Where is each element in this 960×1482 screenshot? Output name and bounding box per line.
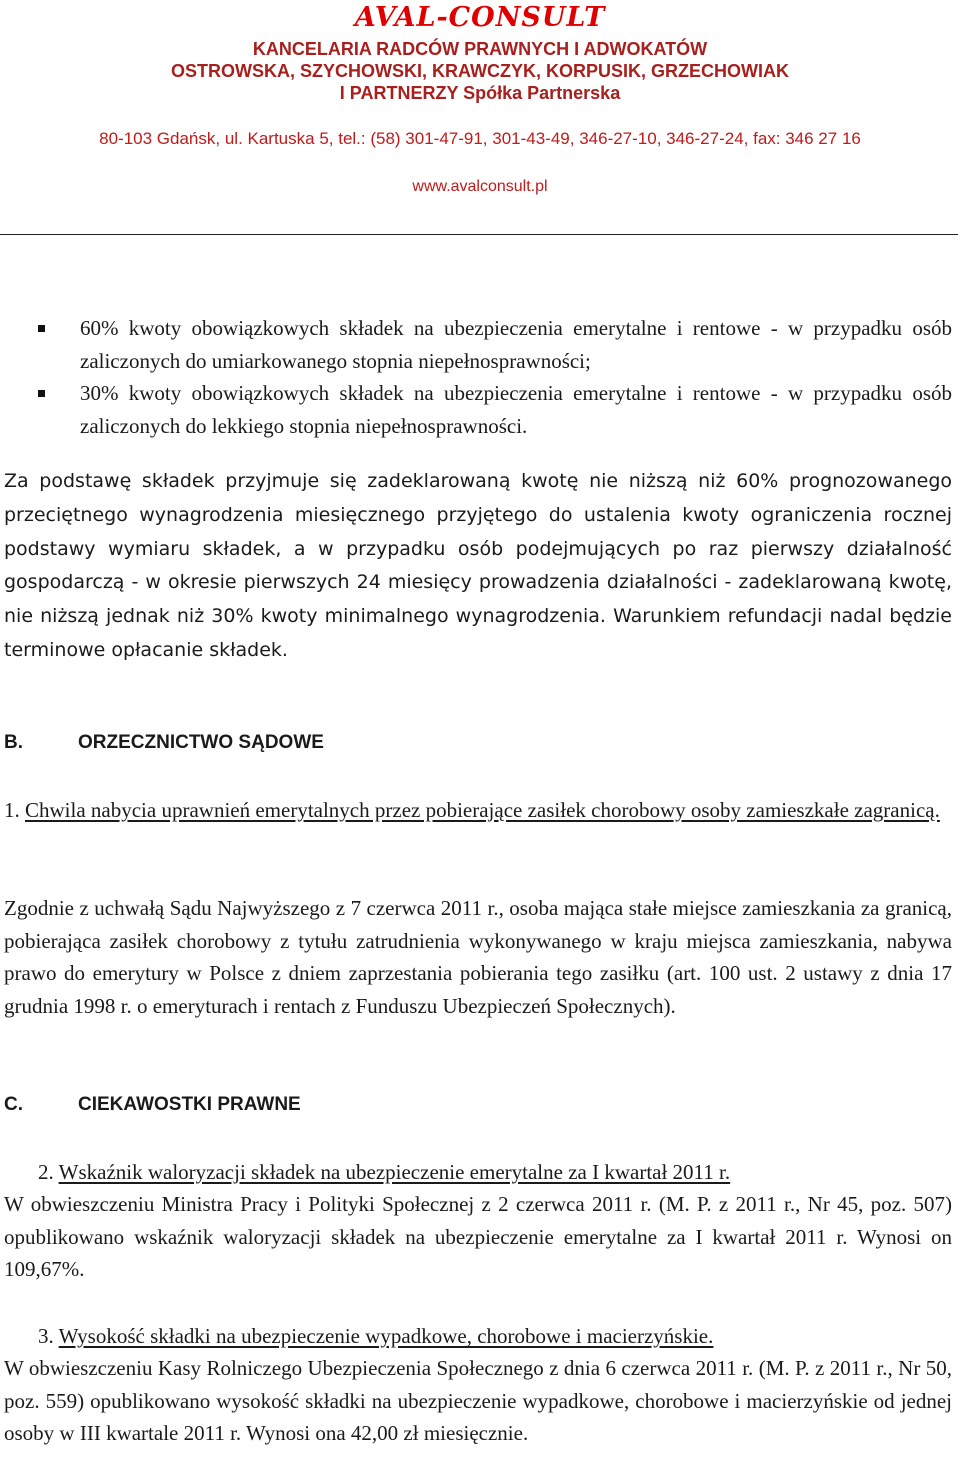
section-b-heading	[4, 730, 324, 756]
curiosity-3-title	[4, 1320, 952, 1353]
item-number: 2.	[38, 1160, 54, 1184]
contribution-basis-paragraph	[4, 464, 952, 667]
section-c-heading	[4, 1092, 301, 1118]
item-title: Chwila nabycia uprawnień emerytalnych przez pobierające zasiłek chorobowy osoby zamieszkałe zagranicą.	[25, 798, 940, 822]
curiosity-3-text: W obwieszczeniu Kasy Rolniczego Ubezpieczenia Społecznego z dnia 6 czerwca 2011 r. (M. P. z 2011 r., Nr 50, poz. 559) opublikowano wysokość składki na ubezpieczenie wypadkowe, chorobowe i macierzyńskie od jednej osoby w III kwartale 2011 r. Wynosi ona 42,00 zł miesięcznie.	[4, 1356, 952, 1445]
section-title: ORZECZNICTWO SĄDOWE	[78, 732, 324, 753]
bullet-text: 30% kwoty obowiązkowych składek na ubezpieczenia emerytalne i rentowe - w przypadku osób zaliczonych do lekkiego stopnia niepełnosprawności.	[80, 381, 952, 438]
curiosity-2-title	[4, 1156, 952, 1189]
item-title: Wskaźnik waloryzacji składek na ubezpieczenie emerytalne za I kwartał 2011 r.	[58, 1160, 731, 1184]
list-item	[0, 312, 952, 377]
bullet-list	[0, 312, 952, 442]
item-number: 3.	[38, 1324, 54, 1348]
firm-name-line-3: I PARTNERZY Spółka Partnerska	[339, 83, 621, 103]
item-title: Wysokość składki na ubezpieczenie wypadkowe, chorobowe i macierzyńskie.	[58, 1324, 714, 1348]
curiosity-2-text: W obwieszczeniu Ministra Pracy i Polityki Społecznej z 2 czerwca 2011 r. (M. P. z 2011 r., Nr 45, poz. 507) opublikowano wskaźnik waloryzacji składek na ubezpieczenie emerytalne za I kwartał 2011 r. Wynosi on 109,67%.	[4, 1192, 952, 1281]
list-item	[0, 377, 952, 442]
ruling-1-text: Zgodnie z uchwałą Sądu Najwyższego z 7 czerwca 2011 r., osoba mająca stałe miejsce zamieszkania za granicą, pobierająca zasiłek chorobowy z tytułu zatrudnienia wykonywanego w kraju miejsca zamieszkania, nabywa prawo do emerytury w Polsce z dniem zaprzestania pobierania tego zasiłku (art. 100 ust. 2 ustawy z dnia 17 grudnia 1998 r. o emeryturach i rentach z Funduszu Ubezpieczeń Społecznych).	[4, 896, 952, 1018]
firm-website[interactable]: www.avalconsult.pl	[412, 178, 548, 195]
bullet-text: 60% kwoty obowiązkowych składek na ubezpieczenia emerytalne i rentowe - w przypadku osób zaliczonych do umiarkowanego stopnia niepełnosprawności;	[80, 316, 952, 373]
firm-name-line-1: KANCELARIA RADCÓW PRAWNYCH I ADWOKATÓW	[252, 39, 708, 59]
square-bullet-icon	[38, 390, 45, 397]
firm-logo: AVAL-CONSULT	[354, 2, 606, 33]
firm-address: 80-103 Gdańsk, ul. Kartuska 5, tel.: (58) 301-47-91, 301-43-49, 346-27-10, 346-27-24, fax: 346 27 16	[99, 129, 861, 148]
section-letter: B.	[4, 732, 23, 753]
section-title: CIEKAWOSTKI PRAWNE	[78, 1094, 301, 1115]
square-bullet-icon	[38, 325, 45, 332]
item-number: 1.	[4, 798, 20, 822]
firm-name-line-2: OSTROWSKA, SZYCHOWSKI, KRAWCZYK, KORPUSIK, GRZECHOWIAK	[171, 61, 789, 81]
header-divider	[0, 234, 958, 235]
ruling-1-title	[4, 794, 952, 827]
section-letter: C.	[4, 1094, 23, 1115]
basis-text: Za podstawę składek przyjmuje się zadeklarowaną kwotę nie niższą niż 60% prognozowanego przeciętnego wynagrodzenia miesięcznego przyjętego do ustalenia kwoty ograniczenia rocznej podstawy wymiaru składek, a w przypadku osób podejmujących po raz pierwszy działalność gospodarczą - w okresie pierwszych 24 miesięcy prowadzenia działalności - zadeklarowaną kwotę, nie niższą jednak niż 30% kwoty minimalnego wynagrodzenia. Warunkiem refundacji nadal będzie terminowe opłacanie składek.	[4, 470, 952, 661]
